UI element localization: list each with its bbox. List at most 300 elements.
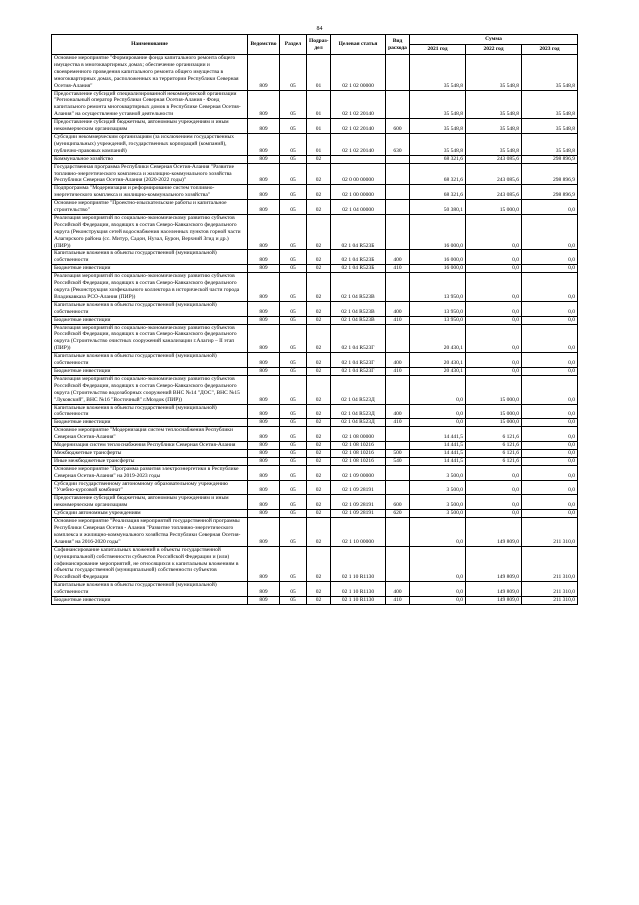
cell-sum-2021: 13 950,0 — [410, 273, 466, 302]
table-row — [52, 163, 578, 185]
table-row — [52, 301, 578, 316]
cell-expense-type — [386, 55, 410, 91]
cell-expense-type — [386, 214, 410, 250]
cell-sum-2023: 211 310,0 — [522, 518, 578, 547]
cell-subsection: 02 — [307, 375, 331, 404]
cell-name: Модернизация систем теплоснабжения Республики Северная Осетия-Алания — [52, 442, 248, 450]
cell-target-article: 02 1 04 R523Б — [331, 214, 386, 250]
cell-expense-type — [386, 200, 410, 215]
cell-subsection: 02 — [307, 250, 331, 265]
cell-expense-type: 400 — [386, 582, 410, 597]
cell-name: Коммунальное хозяйство — [52, 155, 248, 163]
cell-sum-2021: 50 380,1 — [410, 200, 466, 215]
cell-name: Капитальные вложения в объекты государственной (муниципальной) собственности — [52, 353, 248, 368]
cell-name: Бюджетные инвестиции — [52, 265, 248, 273]
cell-sum-2021: 14 441,5 — [410, 449, 466, 457]
cell-sum-2022: 15 000,0 — [466, 375, 522, 404]
cell-sum-2023: 0,0 — [522, 442, 578, 450]
cell-name: Капитальные вложения в объекты государственной (муниципальной) собственности — [52, 301, 248, 316]
cell-name: Основное мероприятие "Проектно-изыскательские работы и капитальное строительство" — [52, 200, 248, 215]
cell-subsection: 02 — [307, 465, 331, 480]
table-row — [52, 404, 578, 419]
cell-ministry: 809 — [248, 518, 280, 547]
cell-expense-type: 410 — [386, 265, 410, 273]
cell-section: 05 — [280, 273, 307, 302]
cell-sum-2023: 35 548,8 — [522, 119, 578, 134]
cell-sum-2023: 0,0 — [522, 427, 578, 442]
cell-ministry: 809 — [248, 214, 280, 250]
cell-sum-2022: 0,0 — [466, 324, 522, 353]
cell-sum-2021: 0,0 — [410, 404, 466, 419]
cell-target-article: 02 1 04 R523Б — [331, 265, 386, 273]
cell-ministry: 809 — [248, 465, 280, 480]
cell-section: 05 — [280, 200, 307, 215]
cell-name: Подпрограмма "Модернизация и реформирование систем топливно-энергетического комплекса и жилищно-коммунального хозяйства" — [52, 185, 248, 200]
cell-subsection: 02 — [307, 273, 331, 302]
cell-target-article: 02 1 04 R523Г — [331, 367, 386, 375]
cell-name: Капитальные вложения в объекты государственной (муниципальной) собственности — [52, 582, 248, 597]
header-target-article: Целевая статья — [331, 35, 386, 55]
cell-sum-2021: 13 950,0 — [410, 316, 466, 324]
cell-subsection: 02 — [307, 155, 331, 163]
cell-ministry: 809 — [248, 419, 280, 427]
page-number: 84 — [316, 26, 323, 32]
cell-target-article: 02 1 09 28191 — [331, 510, 386, 518]
cell-sum-2021: 20 430,1 — [410, 353, 466, 368]
cell-subsection: 02 — [307, 449, 331, 457]
cell-target-article: 02 1 00 00000 — [331, 185, 386, 200]
cell-target-article: 02 1 02 20140 — [331, 119, 386, 134]
table-row — [52, 367, 578, 375]
cell-sum-2021: 35 548,8 — [410, 55, 466, 91]
cell-sum-2023: 0,0 — [522, 324, 578, 353]
header-year-2021: 2021 год — [410, 45, 466, 55]
cell-sum-2021: 3 500,0 — [410, 510, 466, 518]
cell-name: Реализация мероприятий по социально-экономическому развитию субъектов Российской Федерации, входящих в состав Северо-Кавказского федерального округа (Реконструкция хозфекального коллектора в исторической части города Владикавказа РСО-Алания (ПИР)) — [52, 273, 248, 302]
table-row — [52, 200, 578, 215]
cell-name: Капитальные вложения в объекты государственной (муниципальной) собственности — [52, 404, 248, 419]
header-expense-type: Вид расхода — [386, 35, 410, 55]
cell-subsection: 01 — [307, 90, 331, 119]
cell-sum-2023: 0,0 — [522, 419, 578, 427]
cell-section: 05 — [280, 90, 307, 119]
cell-sum-2023: 0,0 — [522, 465, 578, 480]
cell-section: 05 — [280, 367, 307, 375]
cell-section: 05 — [280, 55, 307, 91]
cell-section: 05 — [280, 250, 307, 265]
cell-expense-type: 620 — [386, 510, 410, 518]
cell-section: 05 — [280, 442, 307, 450]
cell-name: Софинансирование капитальных вложений в объекты государственной (муниципальной) собственности субъектов Российской Федерации и (или) софинансирование мероприятий, не относящихся к капитальным вложениям в объекты государственной (муниципальной) собственности субъектов Российской Федерации — [52, 546, 248, 582]
cell-sum-2021: 16 000,0 — [410, 214, 466, 250]
cell-sum-2022: 243 085,6 — [466, 185, 522, 200]
cell-sum-2021: 16 000,0 — [410, 250, 466, 265]
cell-section: 05 — [280, 404, 307, 419]
cell-name: Бюджетные инвестиции — [52, 419, 248, 427]
cell-sum-2023: 0,0 — [522, 457, 578, 465]
cell-ministry: 809 — [248, 155, 280, 163]
cell-expense-type — [386, 546, 410, 582]
cell-section: 05 — [280, 353, 307, 368]
cell-section: 05 — [280, 155, 307, 163]
cell-sum-2022: 0,0 — [466, 367, 522, 375]
table-row — [52, 250, 578, 265]
cell-section: 05 — [280, 375, 307, 404]
cell-expense-type: 400 — [386, 404, 410, 419]
table-row — [52, 353, 578, 368]
table-row — [52, 419, 578, 427]
cell-subsection: 02 — [307, 419, 331, 427]
cell-expense-type: 410 — [386, 597, 410, 605]
cell-ministry: 809 — [248, 163, 280, 185]
cell-ministry: 809 — [248, 480, 280, 495]
table-row — [52, 449, 578, 457]
cell-sum-2023: 211 310,0 — [522, 582, 578, 597]
cell-subsection: 02 — [307, 480, 331, 495]
cell-ministry: 809 — [248, 457, 280, 465]
cell-sum-2023: 211 310,0 — [522, 597, 578, 605]
cell-sum-2023: 0,0 — [522, 495, 578, 510]
cell-section: 05 — [280, 133, 307, 155]
cell-expense-type: 500 — [386, 449, 410, 457]
cell-subsection: 02 — [307, 265, 331, 273]
cell-expense-type — [386, 442, 410, 450]
header-name: Наименование — [52, 35, 248, 55]
cell-ministry: 809 — [248, 273, 280, 302]
cell-target-article: 02 1 04 R523Г — [331, 353, 386, 368]
cell-section: 05 — [280, 465, 307, 480]
table-row — [52, 119, 578, 134]
cell-section: 05 — [280, 457, 307, 465]
cell-sum-2022: 15 000,0 — [466, 419, 522, 427]
cell-target-article: 02 1 09 28191 — [331, 480, 386, 495]
cell-expense-type — [386, 427, 410, 442]
cell-target-article: 02 1 02 20140 — [331, 90, 386, 119]
table-row — [52, 442, 578, 450]
cell-ministry: 809 — [248, 375, 280, 404]
cell-ministry: 809 — [248, 427, 280, 442]
header-ministry: Ведомство — [248, 35, 280, 55]
cell-subsection: 01 — [307, 119, 331, 134]
cell-expense-type — [386, 273, 410, 302]
cell-sum-2021: 0,0 — [410, 518, 466, 547]
cell-ministry: 809 — [248, 316, 280, 324]
cell-expense-type — [386, 155, 410, 163]
table-row — [52, 495, 578, 510]
cell-sum-2022: 35 548,8 — [466, 119, 522, 134]
cell-target-article: 02 1 10 R1130 — [331, 597, 386, 605]
cell-target-article: 02 0 00 00000 — [331, 163, 386, 185]
cell-sum-2023: 0,0 — [522, 200, 578, 215]
cell-sum-2022: 0,0 — [466, 316, 522, 324]
cell-sum-2022: 35 548,8 — [466, 133, 522, 155]
cell-subsection: 02 — [307, 404, 331, 419]
cell-sum-2023: 0,0 — [522, 273, 578, 302]
cell-target-article: 02 1 08 10216 — [331, 442, 386, 450]
table-row — [52, 324, 578, 353]
cell-sum-2021: 0,0 — [410, 582, 466, 597]
cell-expense-type — [386, 163, 410, 185]
cell-sum-2022: 6 121,6 — [466, 457, 522, 465]
cell-expense-type — [386, 324, 410, 353]
cell-target-article: 02 1 02 00000 — [331, 55, 386, 91]
cell-name: Субсидии государственному автономному образовательному учреждению "Учебно-курсовой комбинат" — [52, 480, 248, 495]
cell-subsection: 02 — [307, 367, 331, 375]
table-row — [52, 427, 578, 442]
cell-name: Реализация мероприятий по социально-экономическому развитию субъектов Российской Федерации, входящих в состав Северо-Кавказского федерального округа (Строительство очистных сооружений канализации г.Алагир – II этап (ПИР)) — [52, 324, 248, 353]
cell-sum-2021: 0,0 — [410, 375, 466, 404]
cell-sum-2022: 35 548,8 — [466, 55, 522, 91]
cell-section: 05 — [280, 316, 307, 324]
cell-target-article: 02 1 04 R523В — [331, 301, 386, 316]
cell-name: Капитальные вложения в объекты государственной (муниципальной) собственности — [52, 250, 248, 265]
table-row — [52, 457, 578, 465]
cell-subsection: 02 — [307, 163, 331, 185]
cell-ministry: 809 — [248, 353, 280, 368]
cell-sum-2022: 15 000,0 — [466, 200, 522, 215]
cell-name: Основное мероприятие "Формирование фонда капитального ремонта общего имущества в многоквартирных домах; обеспечение организации и своевременного проведения капитального ремонта общего имущества в многоквартирных домах, расположенных на территории Республики Северная Осетия-Алания" — [52, 55, 248, 91]
cell-name: Межбюджетные трансферты — [52, 449, 248, 457]
cell-sum-2023: 298 896,9 — [522, 185, 578, 200]
cell-target-article: 02 1 04 R523Д — [331, 375, 386, 404]
cell-expense-type: 600 — [386, 119, 410, 134]
cell-section: 05 — [280, 324, 307, 353]
cell-section: 05 — [280, 546, 307, 582]
cell-sum-2021: 16 000,0 — [410, 265, 466, 273]
cell-section: 05 — [280, 597, 307, 605]
budget-table — [51, 34, 578, 605]
table-body — [52, 55, 578, 605]
cell-subsection: 02 — [307, 582, 331, 597]
cell-sum-2023: 0,0 — [522, 404, 578, 419]
cell-name: Предоставление субсидий бюджетным, автономным учреждениям и иным некоммерческим организациям — [52, 495, 248, 510]
cell-target-article: 02 1 08 00000 — [331, 427, 386, 442]
cell-sum-2022: 0,0 — [466, 265, 522, 273]
cell-subsection: 02 — [307, 510, 331, 518]
cell-subsection: 02 — [307, 442, 331, 450]
cell-expense-type — [386, 185, 410, 200]
cell-sum-2021: 14 441,5 — [410, 427, 466, 442]
cell-subsection: 02 — [307, 301, 331, 316]
cell-sum-2022: 243 085,6 — [466, 155, 522, 163]
cell-ministry: 809 — [248, 200, 280, 215]
cell-sum-2021: 13 950,0 — [410, 301, 466, 316]
cell-sum-2022: 149 809,0 — [466, 518, 522, 547]
cell-expense-type — [386, 90, 410, 119]
table-row — [52, 518, 578, 547]
cell-sum-2023: 0,0 — [522, 301, 578, 316]
cell-sum-2022: 6 121,6 — [466, 449, 522, 457]
cell-target-article: 02 1 04 R523Г — [331, 324, 386, 353]
cell-sum-2023: 0,0 — [522, 367, 578, 375]
cell-section: 05 — [280, 582, 307, 597]
cell-target-article: 02 1 09 00000 — [331, 465, 386, 480]
cell-subsection: 02 — [307, 316, 331, 324]
cell-expense-type — [386, 375, 410, 404]
cell-target-article: 02 1 04 R523Д — [331, 419, 386, 427]
cell-ministry: 809 — [248, 55, 280, 91]
cell-sum-2023: 0,0 — [522, 250, 578, 265]
cell-sum-2023: 211 310,0 — [522, 546, 578, 582]
cell-section: 05 — [280, 301, 307, 316]
header-year-2023: 2023 год — [522, 45, 578, 55]
cell-target-article — [331, 155, 386, 163]
cell-sum-2021: 0,0 — [410, 546, 466, 582]
table-row — [52, 185, 578, 200]
cell-sum-2023: 0,0 — [522, 449, 578, 457]
cell-subsection: 02 — [307, 457, 331, 465]
cell-subsection: 01 — [307, 133, 331, 155]
cell-section: 05 — [280, 427, 307, 442]
cell-section: 05 — [280, 214, 307, 250]
cell-sum-2021: 35 548,8 — [410, 90, 466, 119]
cell-ministry: 809 — [248, 510, 280, 518]
cell-ministry: 809 — [248, 301, 280, 316]
cell-ministry: 809 — [248, 250, 280, 265]
cell-sum-2023: 298 896,9 — [522, 155, 578, 163]
cell-target-article: 02 1 04 R523Б — [331, 250, 386, 265]
cell-subsection: 02 — [307, 495, 331, 510]
cell-section: 05 — [280, 449, 307, 457]
table-row — [52, 316, 578, 324]
cell-sum-2022: 0,0 — [466, 495, 522, 510]
cell-ministry: 809 — [248, 495, 280, 510]
cell-name: Предоставление субсидий специализированной некоммерческой организации "Региональный оператор Республики Северная Осетия-Алания - Фонд капитального ремонта многоквартирных домов в Республике Северная Осетия-Алания" на осуществление уставной деятельности — [52, 90, 248, 119]
cell-section: 05 — [280, 495, 307, 510]
table-row — [52, 133, 578, 155]
cell-ministry: 809 — [248, 367, 280, 375]
table-row — [52, 214, 578, 250]
cell-sum-2023: 0,0 — [522, 375, 578, 404]
cell-expense-type — [386, 480, 410, 495]
cell-target-article: 02 1 04 R523В — [331, 316, 386, 324]
cell-sum-2021: 35 548,8 — [410, 119, 466, 134]
cell-ministry: 809 — [248, 90, 280, 119]
cell-name: Основное мероприятие "Программа развития электроэнергетики в Республике Северная Осетия-Алания" на 2019-2023 годы — [52, 465, 248, 480]
cell-sum-2023: 35 548,8 — [522, 133, 578, 155]
cell-ministry: 809 — [248, 185, 280, 200]
cell-sum-2023: 35 548,8 — [522, 55, 578, 91]
cell-sum-2022: 6 121,6 — [466, 427, 522, 442]
table-row — [52, 55, 578, 91]
cell-name: Бюджетные инвестиции — [52, 367, 248, 375]
cell-sum-2021: 3 500,0 — [410, 480, 466, 495]
cell-sum-2023: 0,0 — [522, 214, 578, 250]
cell-target-article: 02 1 10 R1130 — [331, 546, 386, 582]
cell-name: Субсидии автономным учреждениям — [52, 510, 248, 518]
cell-sum-2023: 298 896,9 — [522, 163, 578, 185]
cell-ministry: 809 — [248, 442, 280, 450]
cell-expense-type: 400 — [386, 353, 410, 368]
table-row — [52, 375, 578, 404]
cell-target-article: 02 1 10 00000 — [331, 518, 386, 547]
cell-sum-2022: 0,0 — [466, 465, 522, 480]
cell-section: 05 — [280, 265, 307, 273]
cell-target-article: 02 1 08 10216 — [331, 457, 386, 465]
cell-sum-2022: 0,0 — [466, 250, 522, 265]
cell-subsection: 02 — [307, 353, 331, 368]
table-row — [52, 597, 578, 605]
cell-subsection: 02 — [307, 324, 331, 353]
cell-sum-2022: 149 809,0 — [466, 582, 522, 597]
header-sum: Сумма — [410, 35, 578, 45]
table-row — [52, 546, 578, 582]
cell-sum-2021: 14 441,5 — [410, 457, 466, 465]
cell-target-article: 02 1 04 R523В — [331, 273, 386, 302]
cell-sum-2022: 0,0 — [466, 214, 522, 250]
cell-name: Бюджетные инвестиции — [52, 597, 248, 605]
cell-name: Субсидии некоммерческим организациям (за исключением государственных (муниципальных) учреждений, государственных корпораций (компаний), публично-правовых компаний) — [52, 133, 248, 155]
cell-sum-2021: 68 321,6 — [410, 185, 466, 200]
cell-target-article: 02 1 10 R1130 — [331, 582, 386, 597]
cell-section: 05 — [280, 419, 307, 427]
cell-sum-2023: 0,0 — [522, 265, 578, 273]
cell-subsection: 02 — [307, 546, 331, 582]
cell-expense-type: 410 — [386, 316, 410, 324]
cell-target-article: 02 1 08 10216 — [331, 449, 386, 457]
cell-name: Государственная программа Республики Северная Осетия-Алания "Развитие топливно-энергетического комплекса и жилищно-коммунального хозяйства Республики Северная Осетия-Алания (2020-2022 годы)" — [52, 163, 248, 185]
cell-subsection: 02 — [307, 214, 331, 250]
cell-sum-2022: 35 548,8 — [466, 90, 522, 119]
cell-section: 05 — [280, 185, 307, 200]
table-row — [52, 510, 578, 518]
cell-section: 05 — [280, 480, 307, 495]
cell-name: Основное мероприятие "Реализация мероприятий государственной программы Республики Северная Осетия - Алания "Развитие топливно-энергетического комплекса и жилищно-коммунального хозяйства Республики Северная Осетия-Алания" на 2016-2020 годы" — [52, 518, 248, 547]
cell-expense-type: 400 — [386, 301, 410, 316]
header-section: Раздел — [280, 35, 307, 55]
cell-sum-2022: 149 809,0 — [466, 597, 522, 605]
cell-sum-2021: 0,0 — [410, 419, 466, 427]
cell-sum-2021: 3 500,0 — [410, 465, 466, 480]
cell-ministry: 809 — [248, 119, 280, 134]
cell-expense-type — [386, 518, 410, 547]
cell-ministry: 809 — [248, 582, 280, 597]
table-row — [52, 90, 578, 119]
cell-target-article: 02 1 09 28191 — [331, 495, 386, 510]
cell-ministry: 809 — [248, 324, 280, 353]
table-row — [52, 273, 578, 302]
cell-sum-2022: 0,0 — [466, 273, 522, 302]
cell-expense-type: 400 — [386, 250, 410, 265]
cell-expense-type: 600 — [386, 495, 410, 510]
cell-sum-2022: 0,0 — [466, 510, 522, 518]
cell-sum-2021: 35 548,8 — [410, 133, 466, 155]
cell-name: Основное мероприятие "Модернизация систем теплоснабжения Республики Северная Осетия-Алания" — [52, 427, 248, 442]
cell-name: Реализация мероприятий по социально-экономическому развитию субъектов Российской Федерации, входящих в состав Северо-Кавказского федерального округа (Строительство водозаборных сооружений ВНС №14 "ДОС", ВНС №15 "Луковский", ВНС №16 "Восточный" г.Моздок (ПИР)) — [52, 375, 248, 404]
cell-subsection: 02 — [307, 185, 331, 200]
cell-ministry: 809 — [248, 546, 280, 582]
cell-sum-2021: 20 430,1 — [410, 367, 466, 375]
cell-name: Реализация мероприятий по социально-экономическому развитию субъектов Российской Федерации, входящих в состав Северо-Кавказского федерального округа (Реконструкция сетей водоснабжения населенных пунктов горной части Алагирского района (сс. Митур, Садон, Нузал, Бурон, Верхний Згид и др.) (ПИР)) — [52, 214, 248, 250]
cell-subsection: 02 — [307, 427, 331, 442]
cell-expense-type — [386, 465, 410, 480]
cell-expense-type: 410 — [386, 367, 410, 375]
cell-section: 05 — [280, 163, 307, 185]
cell-expense-type: 630 — [386, 133, 410, 155]
cell-section: 05 — [280, 119, 307, 134]
table-row — [52, 155, 578, 163]
cell-ministry: 809 — [248, 404, 280, 419]
cell-name: Предоставление субсидий бюджетным, автономным учреждениям и иным некоммерческим организациям — [52, 119, 248, 134]
cell-target-article: 02 1 04 R523Д — [331, 404, 386, 419]
cell-sum-2021: 68 321,6 — [410, 155, 466, 163]
cell-ministry: 809 — [248, 265, 280, 273]
table-header — [52, 35, 578, 55]
cell-sum-2021: 3 500,0 — [410, 495, 466, 510]
cell-section: 05 — [280, 510, 307, 518]
header-subsection: Подраз- дел — [307, 35, 331, 55]
cell-name: Иные межбюджетные трансферты — [52, 457, 248, 465]
